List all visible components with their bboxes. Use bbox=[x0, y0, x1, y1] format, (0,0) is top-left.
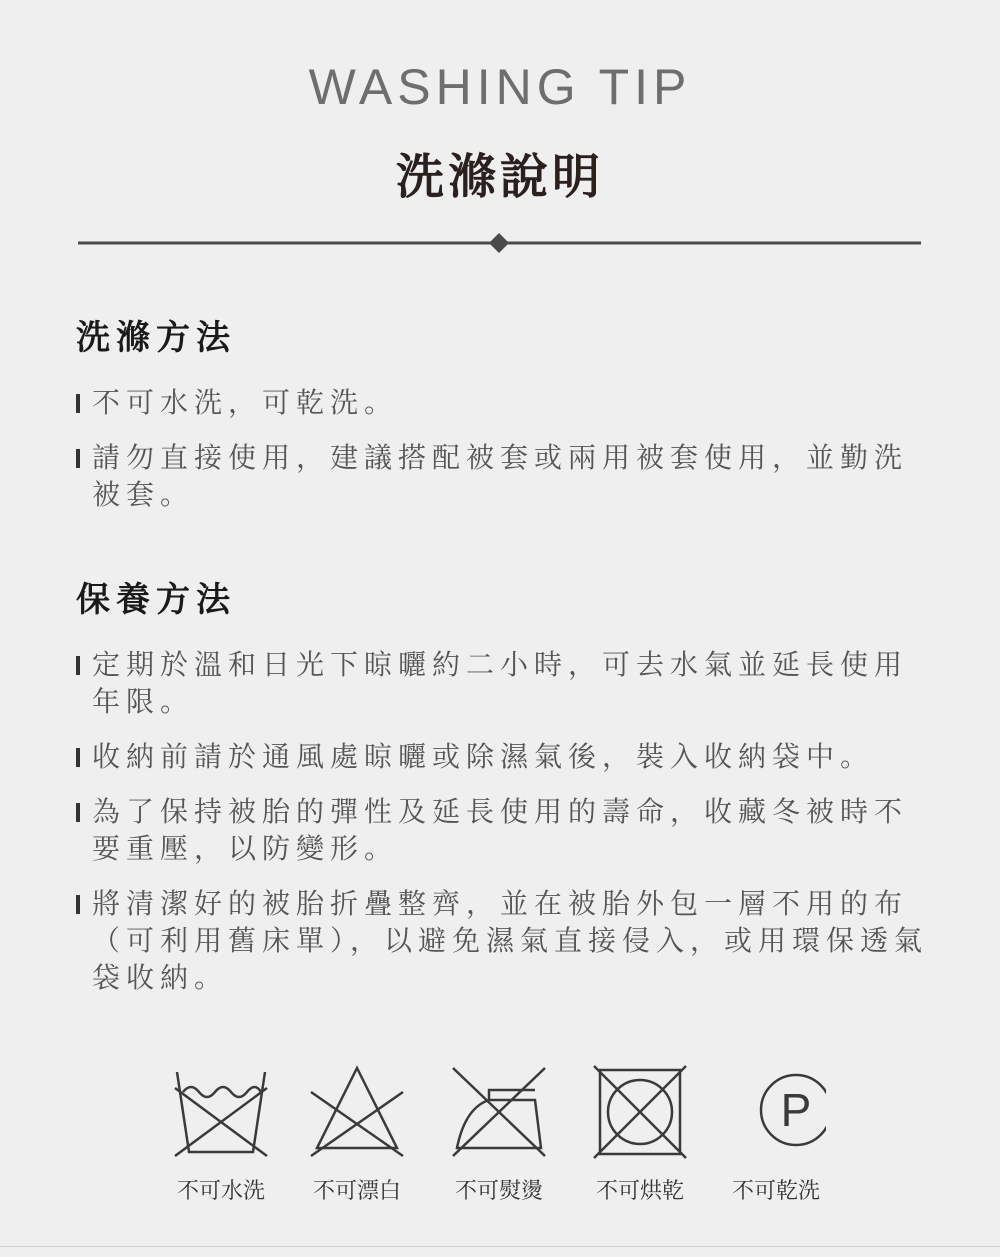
no-wash-icon bbox=[171, 1064, 271, 1160]
care-icons bbox=[0, 1064, 1000, 1204]
list-item bbox=[76, 738, 928, 775]
bullet-bar bbox=[76, 394, 80, 413]
bullet-bar bbox=[76, 656, 80, 675]
bullet-bar bbox=[76, 895, 80, 914]
care-label: 不可漂白 bbox=[312, 1179, 401, 1204]
care-label: 不可水洗 bbox=[176, 1179, 265, 1204]
section-washing bbox=[76, 318, 936, 531]
care-icon-no-tumble-dry bbox=[570, 1064, 710, 1205]
list-item bbox=[76, 384, 928, 421]
section-heading-washing: 洗滌方法 bbox=[76, 318, 236, 358]
list-item bbox=[76, 793, 928, 867]
item-text: 收納前請於通風處晾曬或除濕氣後，裝入收納袋中。 bbox=[92, 740, 875, 773]
care-icon-no-bleach bbox=[287, 1064, 427, 1205]
divider-diamond bbox=[78, 232, 921, 254]
list-item bbox=[76, 646, 928, 720]
item-text: 不可水洗，可乾洗。 bbox=[92, 386, 399, 419]
bullet-bar bbox=[76, 803, 80, 822]
item-text: 將清潔好的被胎折疊整齊，並在被胎外包一層不用的布（可利用舊床單），以避免濕氣直接侵入，或用環保透氣袋收納。 bbox=[92, 887, 929, 994]
item-text: 為了保持被胎的彈性及延長使用的壽命，收藏冬被時不要重壓，以防變形。 bbox=[92, 795, 909, 865]
list-item bbox=[76, 885, 928, 996]
care-icon-no-iron bbox=[429, 1064, 569, 1205]
care-icon-dry-clean bbox=[706, 1064, 846, 1205]
care-label: 不可熨燙 bbox=[454, 1179, 543, 1204]
no-iron-icon bbox=[449, 1064, 549, 1160]
title-chinese: 洗滌說明 bbox=[395, 149, 604, 205]
title-english: WASHING TIP bbox=[308, 59, 692, 115]
dry-clean-p-icon bbox=[726, 1064, 826, 1160]
care-label: 不可乾洗 bbox=[731, 1179, 820, 1204]
dry-clean-symbol: P bbox=[780, 1084, 812, 1136]
no-tumble-dry-icon bbox=[590, 1064, 690, 1160]
bullet-bar bbox=[76, 748, 80, 767]
item-text: 請勿直接使用，建議搭配被套或兩用被套使用，並勤洗被套。 bbox=[92, 441, 909, 511]
no-bleach-icon bbox=[307, 1064, 407, 1160]
bullet-bar bbox=[76, 449, 80, 468]
section-maintenance bbox=[76, 580, 936, 1014]
care-label: 不可烘乾 bbox=[595, 1179, 684, 1204]
list-item bbox=[76, 439, 928, 513]
bottom-divider bbox=[0, 1246, 1000, 1247]
section-heading-maintenance: 保養方法 bbox=[76, 580, 236, 620]
care-icon-no-wash bbox=[151, 1064, 291, 1205]
item-text: 定期於溫和日光下晾曬約二小時，可去水氣並延長使用年限。 bbox=[92, 648, 909, 718]
